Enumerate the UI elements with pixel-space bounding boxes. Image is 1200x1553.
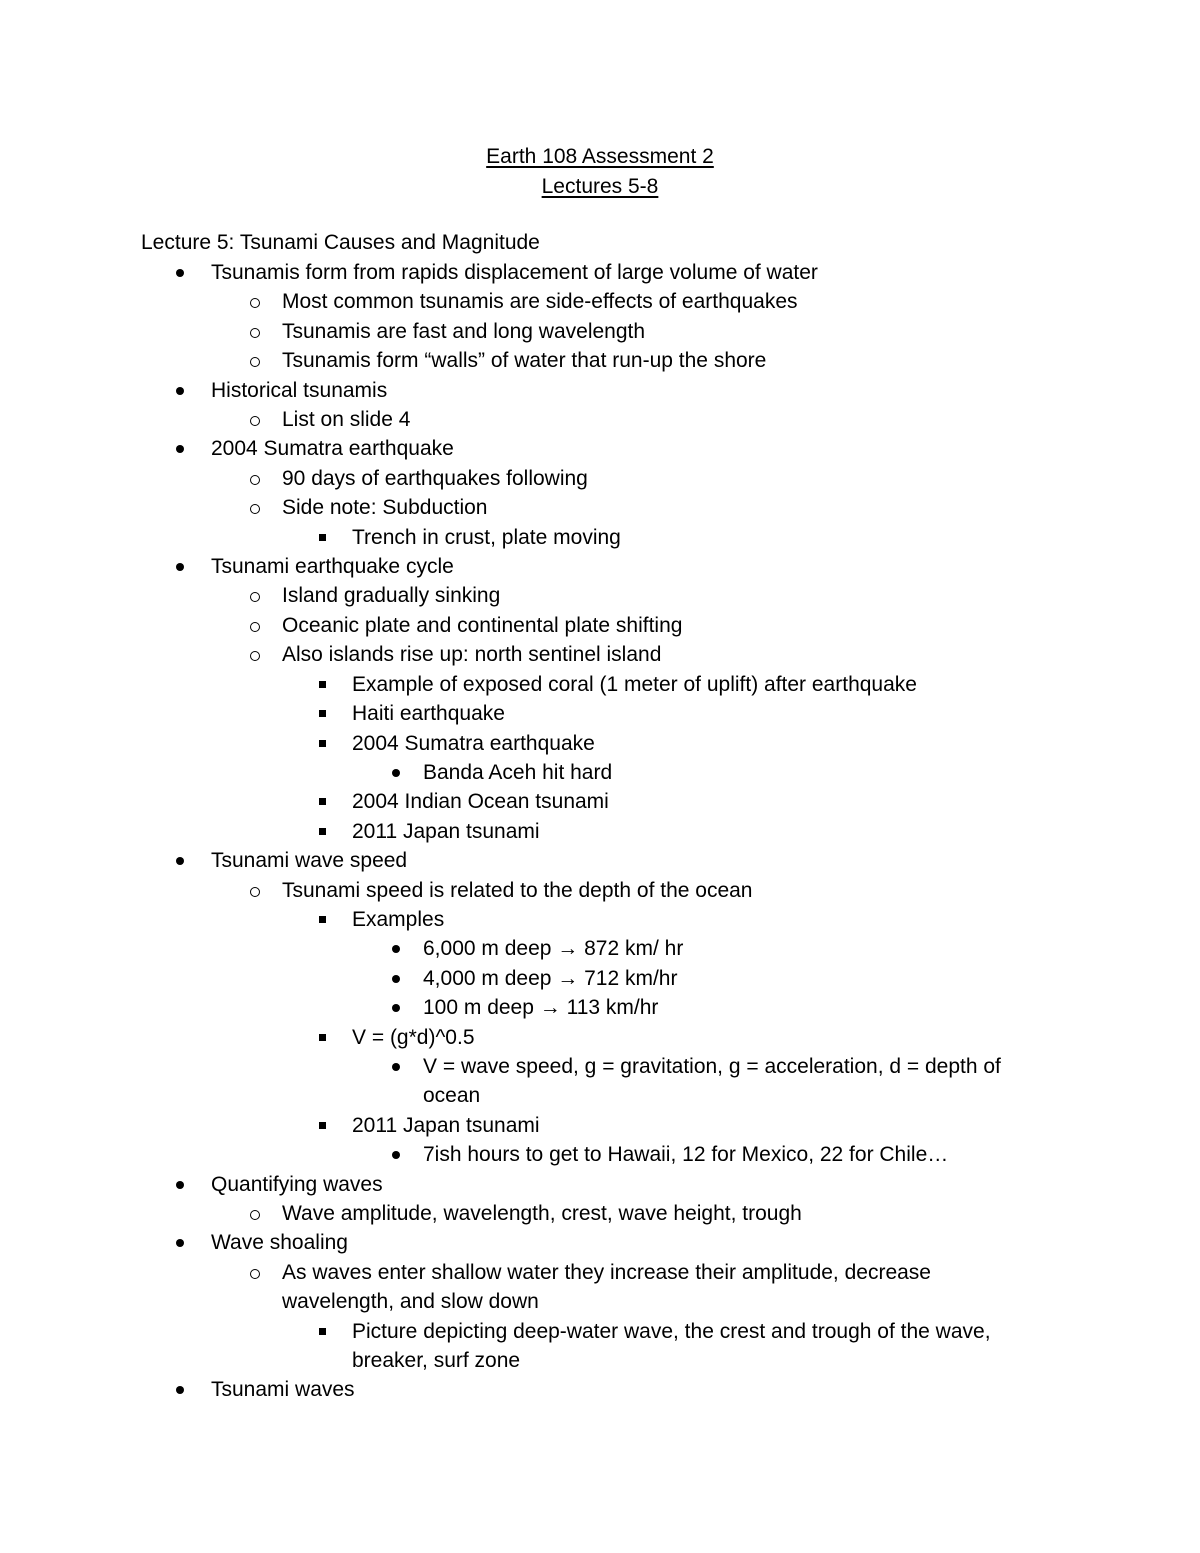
bullet-dot-icon xyxy=(392,975,400,983)
bullet-circle-icon xyxy=(250,357,260,367)
outline-item-level-2 xyxy=(0,876,982,905)
bullet-circle-icon xyxy=(250,592,260,602)
outline-item-text: 100 m deep → 113 km/hr xyxy=(423,996,659,1020)
bullet-square-icon xyxy=(319,740,326,747)
bullet-square-icon xyxy=(319,1034,326,1041)
bullet-dot-icon xyxy=(176,387,184,395)
outline-item-level-3 xyxy=(0,523,1032,552)
outline-item-text: 6,000 m deep → 872 km/ hr xyxy=(423,937,684,961)
bullet-marker xyxy=(168,434,192,463)
outline-item-text: 2004 Indian Ocean tsunami xyxy=(352,790,609,814)
document-subtitle: Lectures 5-8 xyxy=(541,175,659,198)
bullet-marker xyxy=(310,729,334,758)
bullet-circle-icon xyxy=(250,651,260,661)
bullet-dot-icon xyxy=(392,1151,400,1159)
outline-item-text: Most common tsunamis are side-effects of earthquakes xyxy=(282,290,798,314)
bullet-square-icon xyxy=(319,916,326,923)
bullet-marker xyxy=(168,258,192,287)
outline-list xyxy=(0,258,1200,1405)
outline-item-text: 90 days of earthquakes following xyxy=(282,466,588,490)
bullet-marker xyxy=(168,1228,192,1257)
outline-item-text: Historical tsunamis xyxy=(211,378,388,402)
bullet-circle-icon xyxy=(250,887,260,897)
outline-item-level-3 xyxy=(0,787,1032,816)
bullet-dot-icon xyxy=(392,769,400,777)
bullet-marker xyxy=(243,1199,267,1228)
outline-item-level-1 xyxy=(0,846,1200,875)
bullet-dot-icon xyxy=(176,1386,184,1394)
bullet-dot-icon xyxy=(392,1004,400,1012)
bullet-marker xyxy=(168,376,192,405)
bullet-marker xyxy=(168,1170,192,1199)
outline-item-text: Tsunami earthquake cycle xyxy=(211,555,454,579)
bullet-dot-icon xyxy=(392,1063,400,1071)
outline-item-level-3 xyxy=(0,1317,1032,1376)
outline-item-text: 2004 Sumatra earthquake xyxy=(211,437,454,461)
bullet-marker xyxy=(243,1258,267,1287)
outline-item-text: List on slide 4 xyxy=(282,408,411,432)
bullet-dot-icon xyxy=(176,445,184,453)
bullet-marker xyxy=(310,670,334,699)
outline-item-level-1 xyxy=(0,434,1200,463)
bullet-dot-icon xyxy=(392,945,400,953)
outline-item-level-3 xyxy=(0,699,1032,728)
outline-item-level-3 xyxy=(0,729,1032,758)
outline-item-level-4 xyxy=(0,964,1023,993)
bullet-dot-icon xyxy=(176,269,184,277)
outline-item-text: Also islands rise up: north sentinel island xyxy=(282,643,662,667)
bullet-marker xyxy=(243,346,267,375)
outline-item-level-3 xyxy=(0,817,1032,846)
outline-item-text: Banda Aceh hit hard xyxy=(423,760,613,784)
bullet-dot-icon xyxy=(176,1239,184,1247)
bullet-marker xyxy=(384,964,408,993)
bullet-marker xyxy=(168,846,192,875)
outline-item-level-2 xyxy=(0,287,982,316)
bullet-circle-icon xyxy=(250,298,260,308)
outline-item-text: Tsunamis form from rapids displacement of large volume of water xyxy=(211,261,818,284)
outline-item-text: Quantifying waves xyxy=(211,1172,383,1196)
outline-item-level-1 xyxy=(0,258,1200,287)
outline-item-level-4 xyxy=(0,993,1023,1022)
outline-item-level-4 xyxy=(0,1052,1023,1111)
section-heading: Lecture 5: Tsunami Causes and Magnitude xyxy=(141,231,540,254)
outline-item-level-1 xyxy=(0,1170,1200,1199)
bullet-marker xyxy=(243,640,267,669)
bullet-circle-icon xyxy=(250,475,260,485)
outline-item-level-3 xyxy=(0,1111,1032,1140)
outline-item-text: Wave shoaling xyxy=(211,1231,348,1255)
outline-item-level-2 xyxy=(0,493,982,522)
outline-item-text: Haiti earthquake xyxy=(352,702,505,726)
outline-item-text: Island gradually sinking xyxy=(282,584,501,608)
bullet-marker xyxy=(243,581,267,610)
bullet-square-icon xyxy=(319,798,326,805)
bullet-marker xyxy=(243,405,267,434)
bullet-square-icon xyxy=(319,681,326,688)
bullet-marker xyxy=(243,493,267,522)
outline-item-level-1 xyxy=(0,1375,1200,1404)
outline-item-text: Wave amplitude, wavelength, crest, wave height, trough xyxy=(282,1202,802,1225)
outline-item-text: 4,000 m deep → 712 km/hr xyxy=(423,966,678,990)
outline-item-level-3 xyxy=(0,905,1032,934)
bullet-marker xyxy=(384,1140,408,1169)
bullet-dot-icon xyxy=(176,563,184,571)
outline-item-level-1 xyxy=(0,376,1200,405)
outline-item-text: Tsunami speed is related to the depth of the ocean xyxy=(282,878,753,902)
bullet-marker xyxy=(310,905,334,934)
title-block xyxy=(0,142,1200,202)
outline-item-level-2 xyxy=(0,464,982,493)
bullet-marker xyxy=(310,787,334,816)
bullet-circle-icon xyxy=(250,1269,260,1279)
bullet-marker xyxy=(243,317,267,346)
bullet-marker xyxy=(310,523,334,552)
bullet-marker xyxy=(310,1111,334,1140)
outline-item-text: Trench in crust, plate moving xyxy=(352,525,621,549)
outline-item-text: V = wave speed, g = gravitation, g = acceleration, d = depth of ocean xyxy=(423,1054,1001,1108)
outline-item-text: Tsunami waves xyxy=(211,1378,355,1402)
outline-item-level-1 xyxy=(0,552,1200,581)
outline-item-text: As waves enter shallow water they increase their amplitude, decrease wavelength, and slow down xyxy=(282,1260,931,1314)
bullet-circle-icon xyxy=(250,416,260,426)
bullet-marker xyxy=(384,934,408,963)
outline-item-level-4 xyxy=(0,934,1023,963)
outline-item-level-2 xyxy=(0,1258,982,1317)
bullet-marker xyxy=(310,817,334,846)
bullet-square-icon xyxy=(319,1122,326,1129)
outline-item-level-2 xyxy=(0,581,982,610)
bullet-circle-icon xyxy=(250,328,260,338)
bullet-square-icon xyxy=(319,534,326,541)
bullet-square-icon xyxy=(319,710,326,717)
outline-item-text: Tsunamis form “walls” of water that run-up the shore xyxy=(282,349,767,373)
outline-item-text: 2011 Japan tsunami xyxy=(352,819,540,843)
bullet-marker xyxy=(310,1317,334,1346)
outline-item-level-1 xyxy=(0,1228,1200,1257)
outline-item-text: Examples xyxy=(352,907,445,931)
outline-item-level-4 xyxy=(0,1140,1023,1169)
outline-item-text: 2004 Sumatra earthquake xyxy=(352,731,595,755)
bullet-marker xyxy=(168,1375,192,1404)
outline-item-text: Example of exposed coral (1 meter of uplift) after earthquake xyxy=(352,672,917,696)
bullet-marker xyxy=(310,699,334,728)
outline-item-level-2 xyxy=(0,317,982,346)
bullet-marker xyxy=(384,1052,408,1081)
outline-item-level-3 xyxy=(0,670,1032,699)
outline-item-text: Tsunamis are fast and long wavelength xyxy=(282,319,646,343)
outline-item-level-2 xyxy=(0,640,982,669)
bullet-dot-icon xyxy=(176,1181,184,1189)
outline-item-level-2 xyxy=(0,346,982,375)
outline-item-level-4 xyxy=(0,758,1023,787)
outline-item-text: 7ish hours to get to Hawaii, 12 for Mexico, 22 for Chile… xyxy=(423,1143,949,1167)
bullet-marker xyxy=(243,611,267,640)
bullet-square-icon xyxy=(319,1328,326,1335)
bullet-circle-icon xyxy=(250,504,260,514)
bullet-square-icon xyxy=(319,828,326,835)
document-title: Earth 108 Assessment 2 xyxy=(486,145,714,168)
bullet-circle-icon xyxy=(250,1210,260,1220)
bullet-marker xyxy=(168,552,192,581)
bullet-circle-icon xyxy=(250,622,260,632)
bullet-marker xyxy=(243,876,267,905)
bullet-marker xyxy=(384,758,408,787)
outline-item-text: Oceanic plate and continental plate shifting xyxy=(282,613,683,637)
outline-item-text: 2011 Japan tsunami xyxy=(352,1113,540,1137)
bullet-dot-icon xyxy=(176,857,184,865)
outline-item-level-3 xyxy=(0,1023,1032,1052)
outline-item-level-2 xyxy=(0,611,982,640)
outline-item-level-2 xyxy=(0,1199,982,1228)
bullet-marker xyxy=(243,464,267,493)
bullet-marker xyxy=(243,287,267,316)
outline-item-text: V = (g*d)^0.5 xyxy=(352,1025,475,1049)
outline-item-text: Side note: Subduction xyxy=(282,496,488,520)
bullet-marker xyxy=(384,993,408,1022)
outline-item-text: Picture depicting deep-water wave, the crest and trough of the wave, breaker, surf zone xyxy=(352,1319,991,1373)
bullet-marker xyxy=(310,1023,334,1052)
outline-item-text: Tsunami wave speed xyxy=(211,849,408,873)
outline-item-level-2 xyxy=(0,405,982,434)
